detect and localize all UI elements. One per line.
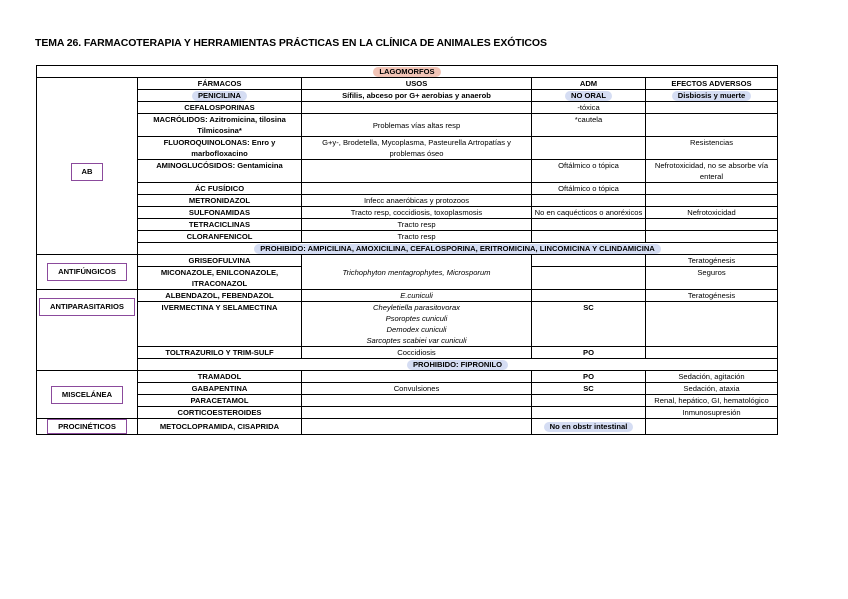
- category-procineticos: PROCINÉTICOS: [47, 419, 127, 434]
- prohibido-row: [37, 243, 778, 255]
- drug-name: IVERMECTINA Y SELAMECTINA: [138, 302, 302, 347]
- table-row: [37, 207, 778, 219]
- usos-cell: [302, 395, 532, 407]
- usos-cell: E.cuniculi: [302, 290, 532, 302]
- adm-cell: [532, 290, 646, 302]
- table-row: [37, 347, 778, 359]
- header-usos: USOS: [302, 78, 532, 90]
- drug-name: CLORANFENICOL: [138, 231, 302, 243]
- drug-name: CEFALOSPORINAS: [138, 102, 302, 114]
- efectos-cell: Seguros: [646, 267, 778, 290]
- usos-cell: Coccidiosis: [302, 347, 532, 359]
- adm-cell: [532, 137, 646, 160]
- usos-cell: [302, 102, 532, 114]
- table-row: [37, 160, 778, 183]
- adm-cell: SC: [532, 302, 646, 347]
- adm-cell: PO: [532, 347, 646, 359]
- usos-cell: Problemas vías altas resp: [302, 114, 532, 137]
- header-efectos: EFECTOS ADVERSOS: [646, 78, 778, 90]
- usos-cell: Convulsiones: [302, 383, 532, 395]
- efectos-cell: [646, 347, 778, 359]
- drug-name: ÁC FUSÍDICO: [138, 183, 302, 195]
- table-row: [37, 137, 778, 160]
- efectos-cell: Inmunosupresión: [646, 407, 778, 419]
- usos-line: Sarcoptes scabiei var cuniculi: [366, 336, 467, 345]
- drug-name: GRISEOFULVINA: [138, 255, 302, 267]
- efectos-cell: Nefrotoxicidad, no se absorbe vía enteral: [646, 160, 778, 183]
- table-row: [37, 419, 778, 435]
- usos-cell: [302, 419, 532, 435]
- drug-name: MACRÓLIDOS: Azitromicina, tilosina Tilmicosina*: [138, 114, 302, 137]
- drug-name: FLUOROQUINOLONAS: Enro y marbofloxacino: [138, 137, 302, 160]
- adm-cell: *cautela: [532, 114, 646, 137]
- adm-cell: No en caquécticos o anoréxicos: [532, 207, 646, 219]
- table-row: [37, 395, 778, 407]
- drug-name: ALBENDAZOL, FEBENDAZOL: [138, 290, 302, 302]
- usos-cell: Sífilis, abceso por G+ aerobias y anaerob: [302, 90, 532, 102]
- drug-name: CORTICOESTEROIDES: [138, 407, 302, 419]
- table-row: [37, 290, 778, 302]
- usos-cell: [302, 407, 532, 419]
- header-farmacos: FÁRMACOS: [138, 78, 302, 90]
- efectos-cell: Resistencias: [646, 137, 778, 160]
- drug-name: METOCLOPRAMIDA, CISAPRIDA: [138, 419, 302, 435]
- drug-name: MICONAZOLE, ENILCONAZOLE, ITRACONAZOL: [138, 267, 302, 290]
- adm-cell: [532, 395, 646, 407]
- efectos-cell: [646, 302, 778, 347]
- efectos-cell: [646, 195, 778, 207]
- drug-name: TETRACICLINAS: [138, 219, 302, 231]
- usos-line: Cheyletiella parasitovorax: [373, 303, 460, 312]
- adm-cell: NO ORAL: [565, 91, 612, 101]
- drug-name: GABAPENTINA: [138, 383, 302, 395]
- drug-name: PARACETAMOL: [138, 395, 302, 407]
- table-row: [37, 371, 778, 383]
- category-antifungicos: ANTIFÚNGICOS: [47, 263, 127, 281]
- adm-cell: [532, 231, 646, 243]
- antiparasitarios-prohibido: PROHIBIDO: FIPRONILO: [407, 360, 508, 370]
- efectos-cell: Sedación, ataxia: [646, 383, 778, 395]
- table-row: [37, 255, 778, 267]
- adm-cell: SC: [532, 383, 646, 395]
- adm-cell: No en obstr intestinal: [544, 422, 634, 432]
- table-row: [37, 302, 778, 347]
- category-miscelanea: MISCELÁNEA: [51, 386, 123, 404]
- efectos-cell: Sedación, agitación: [646, 371, 778, 383]
- category-ab: AB: [71, 163, 104, 181]
- table-row: [37, 90, 778, 102]
- efectos-cell: Disbiosis y muerte: [672, 91, 752, 101]
- usos-cell: [302, 302, 532, 347]
- drug-name: AMINOGLUCÓSIDOS: Gentamicina: [138, 160, 302, 183]
- pharmacology-table: [36, 65, 777, 435]
- adm-cell: Oftálmico o tópica: [532, 183, 646, 195]
- usos-cell: [302, 160, 532, 183]
- efectos-cell: [646, 114, 778, 137]
- efectos-cell: Renal, hepático, GI, hematológico: [646, 395, 778, 407]
- usos-line: Demodex cuniculi: [386, 325, 447, 334]
- drug-name: SULFONAMIDAS: [138, 207, 302, 219]
- usos-cell: Tracto resp: [302, 219, 532, 231]
- usos-cell: Tracto resp, coccidiosis, toxoplasmosis: [302, 207, 532, 219]
- prohibido-row: [37, 359, 778, 371]
- table-row: [37, 219, 778, 231]
- usos-cell: Tracto resp: [302, 231, 532, 243]
- drug-name: TOLTRAZURILO Y TRIM-SULF: [138, 347, 302, 359]
- section-row: [37, 66, 778, 78]
- table-row: [37, 102, 778, 114]
- table-row: [37, 383, 778, 395]
- table-row: [37, 183, 778, 195]
- header-adm: ADM: [532, 78, 646, 90]
- drug-name: TRAMADOL: [138, 371, 302, 383]
- usos-cell: [302, 183, 532, 195]
- efectos-cell: Teratogénesis: [646, 290, 778, 302]
- adm-cell: PO: [532, 371, 646, 383]
- header-row: [37, 78, 778, 90]
- page-title: TEMA 26. FARMACOTERAPIA Y HERRAMIENTAS PRÁCTICAS EN LA CLÍNICA DE ANIMALES EXÓTICOS: [35, 37, 547, 49]
- drug-name: PENICILINA: [192, 91, 247, 101]
- usos-cell: Infecc anaeróbicas y protozoos: [302, 195, 532, 207]
- category-antiparasitarios: ANTIPARASITARIOS: [39, 298, 135, 316]
- section-title: LAGOMORFOS: [373, 67, 440, 77]
- table-row: [37, 195, 778, 207]
- table-row: [37, 231, 778, 243]
- table-row: [37, 114, 778, 137]
- usos-cell: G+y-, Brodetella, Mycoplasma, Pasteurella Artropatías y problemas óseo: [302, 137, 532, 160]
- efectos-cell: [646, 419, 778, 435]
- usos-line: Psoroptes cuniculi: [385, 314, 448, 323]
- adm-cell: Oftálmico o tópica: [532, 160, 646, 183]
- drug-name: METRONIDAZOL: [138, 195, 302, 207]
- efectos-cell: [646, 231, 778, 243]
- efectos-cell: [646, 183, 778, 195]
- adm-cell: [532, 407, 646, 419]
- efectos-cell: [646, 102, 778, 114]
- ab-prohibido: PROHIBIDO: AMPICILINA, AMOXICILINA, CEFALOSPORINA, ERITROMICINA, LINCOMICINA Y CLINDAMICINA: [254, 244, 661, 254]
- adm-cell: -tóxica: [532, 102, 646, 114]
- efectos-cell: Nefrotoxicidad: [646, 207, 778, 219]
- adm-cell: [532, 219, 646, 231]
- efectos-cell: [646, 219, 778, 231]
- usos-cell: Trichophyton mentagrophytes, Microsporum: [302, 255, 532, 290]
- usos-cell: [302, 371, 532, 383]
- adm-cell: [532, 195, 646, 207]
- efectos-cell: Teratogénesis: [646, 255, 778, 267]
- table-row: [37, 407, 778, 419]
